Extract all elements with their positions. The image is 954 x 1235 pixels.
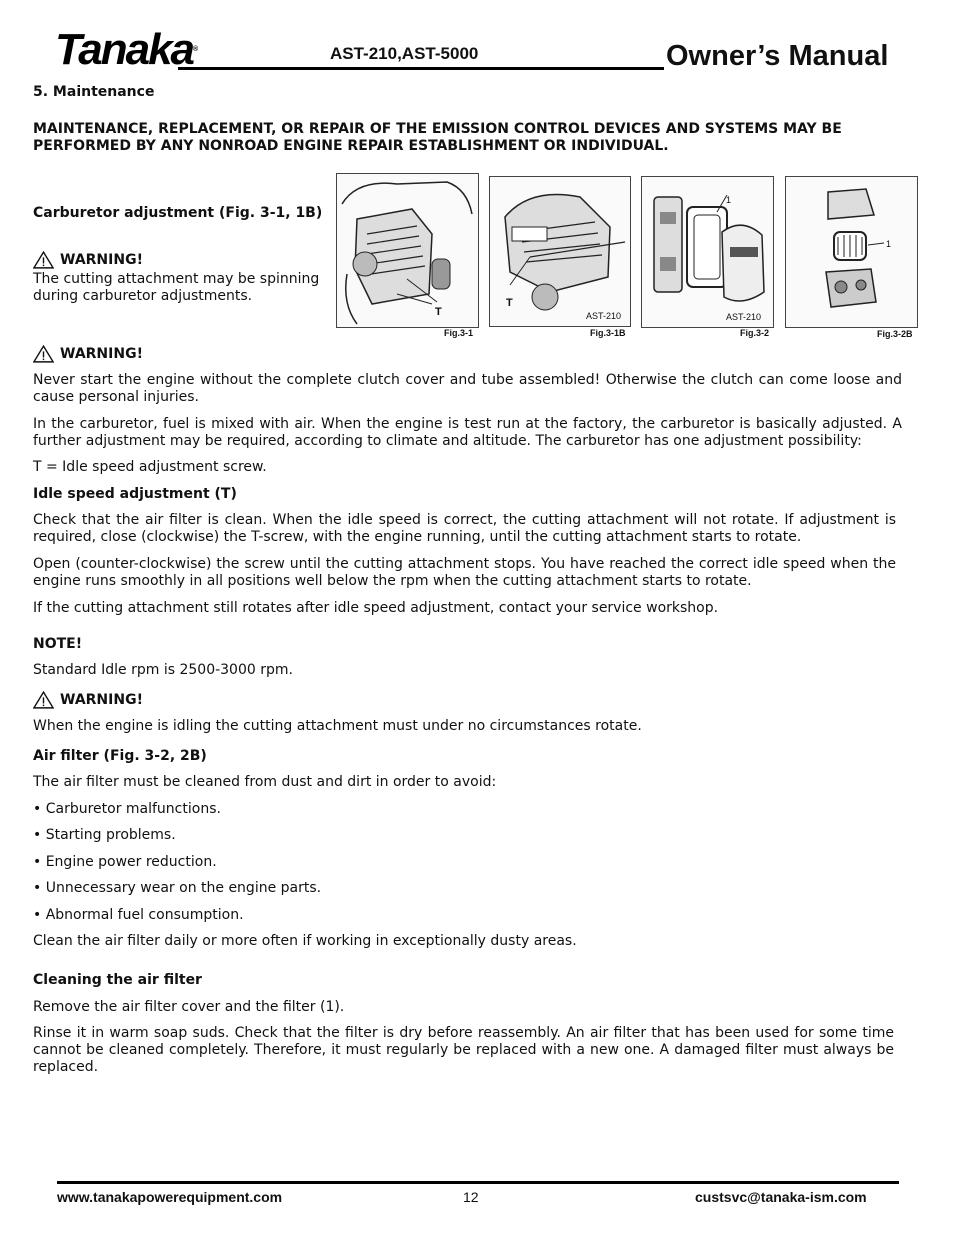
figure-3-2b (785, 176, 918, 328)
section-title: 5. Maintenance (33, 84, 155, 100)
page-number: 12 (463, 1189, 479, 1205)
warning-triangle-icon (33, 251, 54, 269)
footer-website[interactable]: www.tanakapowerequipment.com (57, 1189, 283, 1205)
footer-email[interactable]: custsvc@tanaka-ism.com (695, 1189, 867, 1205)
idle-paragraph-1: Check that the air filter is clean. When the idle speed is correct, the cutting attachment will not rotate. If adjustment is required, close (clockwise) the T-screw, with the engine running, until the cutting attachment starts to rotate. (33, 512, 896, 545)
fig-3-1-caption: Fig.3-1 (444, 328, 474, 338)
cleaning-step-2: Rinse it in warm soap suds. Check that the filter is dry before reassembly. An air filter that has been used for some time cannot be cleaned completely. Therefore, it must regularly be replaced with a new one. A damaged filter must always be replaced. (33, 1025, 894, 1075)
air-filter-carburetor-illustration (786, 177, 917, 327)
brand-logo: Tanaka® (55, 25, 199, 74)
footer-rule (57, 1181, 899, 1184)
idle-paragraph-2: Open (counter-clockwise) the screw until the cutting attachment stops. You have reached the correct idle speed when the engine runs smoothly in all positions well below the rpm when the cutting attachment starts to rotate. (33, 556, 896, 589)
warning-2-title (33, 345, 143, 363)
model-number: AST-210,AST-5000 (330, 44, 479, 63)
figure-3-1 (336, 173, 479, 328)
document-title: Owner’s Manual (666, 40, 889, 72)
engine-carburetor-illustration (337, 174, 478, 327)
fig-3-2b-callout: 1 (886, 239, 892, 249)
carburetor-heading: Carburetor adjustment (Fig. 3-1, 1B) (33, 205, 323, 221)
warning-3-text: When the engine is idling the cutting attachment must under no circumstances rotate. (33, 718, 642, 734)
warning-2-text: Never start the engine without the complete clutch cover and tube assembled! Otherwise the clutch can come loose and cause personal injuries. (33, 372, 902, 405)
header-rule (178, 67, 664, 70)
fig-3-1b-callout: T (506, 297, 513, 309)
fig-3-2-callout: 1 (726, 195, 732, 205)
air-filter-intro: The air filter must be cleaned from dust and dirt in order to avoid: (33, 774, 497, 790)
fig-3-1-callout: T (435, 306, 442, 318)
figure-3-1b (489, 176, 631, 327)
warning-2-label: WARNING! (60, 345, 143, 362)
list-item: • Engine power reduction. (33, 854, 217, 870)
list-item: • Unnecessary wear on the engine parts. (33, 880, 322, 896)
list-item: • Carburetor malfunctions. (33, 801, 221, 817)
warning-3-title (33, 691, 143, 709)
air-filter-heading: Air filter (Fig. 3-2, 2B) (33, 748, 207, 764)
idle-paragraph-3: If the cutting attachment still rotates after idle speed adjustment, contact your service workshop. (33, 600, 719, 616)
fig-3-1b-caption: Fig.3-1B (590, 328, 626, 338)
fig-3-2-model: AST-210 (726, 312, 762, 322)
fig-3-2b-caption: Fig.3-2B (877, 329, 913, 339)
fig-3-1b-model: AST-210 (586, 311, 622, 321)
t-definition: T = Idle speed adjustment screw. (33, 459, 267, 475)
note-label: NOTE! (33, 636, 83, 652)
idle-heading: Idle speed adjustment (T) (33, 486, 237, 502)
carburetor-paragraph: In the carburetor, fuel is mixed with air. When the engine is test run at the factory, the carburetor is basically adjusted. A further adjustment may be required, according to climate and altitude. The carburetor has one adjustment possibility: (33, 416, 902, 449)
air-filter-daily: Clean the air filter daily or more often if working in exceptionally dusty areas. (33, 933, 577, 949)
air-filter-exploded-illustration (642, 177, 773, 327)
warning-1-label: WARNING! (60, 251, 143, 268)
figure-3-2 (641, 176, 774, 328)
warning-1-text: The cutting attachment may be spinning during carburetor adjustments. (33, 271, 320, 304)
note-text: Standard Idle rpm is 2500-3000 rpm. (33, 662, 293, 678)
warning-triangle-icon (33, 691, 54, 709)
list-item: • Abnormal fuel consumption. (33, 907, 244, 923)
list-item: • Starting problems. (33, 827, 176, 843)
warning-3-label: WARNING! (60, 691, 143, 708)
fig-3-2-caption: Fig.3-2 (740, 328, 770, 338)
cleaning-heading: Cleaning the air filter (33, 972, 202, 988)
emission-notice: MAINTENANCE, REPLACEMENT, OR REPAIR OF THE EMISSION CONTROL DEVICES AND SYSTEMS MAY BE PERFORMED BY ANY NONROAD ENGINE REPAIR ESTABLISHMENT OR INDIVIDUAL. (33, 121, 842, 154)
warning-1-title (33, 251, 143, 269)
cleaning-step-1: Remove the air filter cover and the filter (1). (33, 999, 345, 1015)
warning-triangle-icon (33, 345, 54, 363)
